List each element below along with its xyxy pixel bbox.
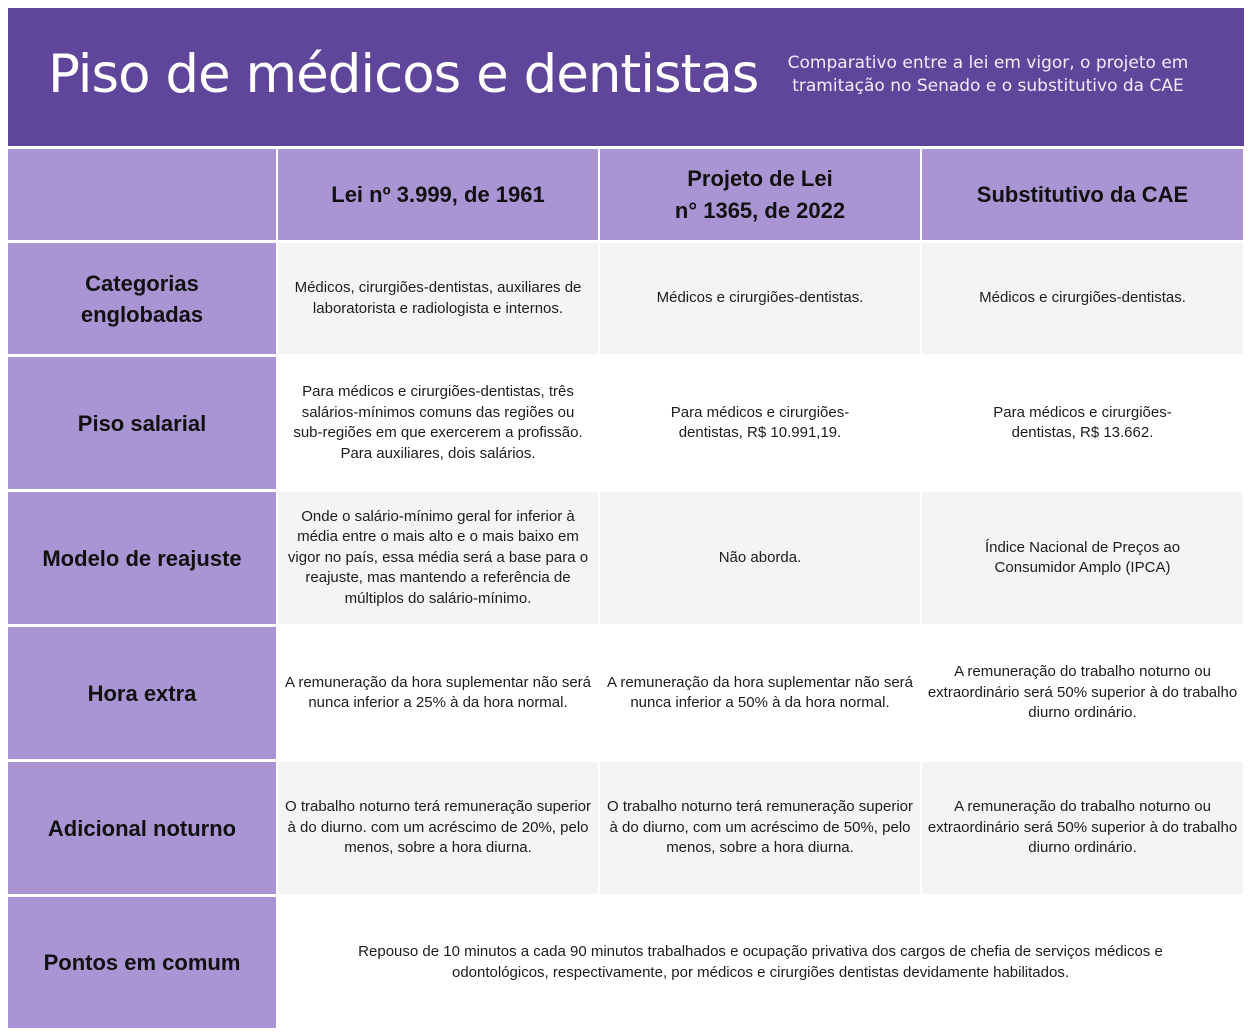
table-cell: Para médicos e cirurgiões-dentistas, R$ 10.991,19. [600,357,920,489]
column-header-empty [8,149,276,240]
table-cell: A remuneração do trabalho noturno ou extraordinário será 50% superior à do trabalho diurno ordinário. [922,762,1243,894]
row-header-pontos-em-comum: Pontos em comum [8,897,276,1028]
row-header-adicional-noturno: Adicional noturno [8,762,276,894]
row-header-piso-salarial: Piso salarial [8,357,276,489]
page-title: Piso de médicos e dentistas [48,44,759,105]
table-cell-common: Repouso de 10 minutos a cada 90 minutos trabalhados e ocupação privativa dos cargos de chefia de serviços médicos e odontológicos, respectivamente, por médicos e cirurgiões dentistas devidamente habilitados. [278,897,1243,1028]
table-cell: A remuneração do trabalho noturno ou extraordinário será 50% superior à do trabalho diurno ordinário. [922,627,1243,759]
table-cell: Médicos e cirurgiões-dentistas. [600,243,920,354]
column-header-pl-2022-line1: Projeto de Lei [687,165,833,191]
table-cell: Para médicos e cirurgiões-dentistas, R$ 13.662. [922,357,1243,489]
row-header-categorias: Categorias englobadas [8,243,276,354]
table-cell: O trabalho noturno terá remuneração superior à do diurno, com um acréscimo de 50%, pelo menos, sobre a hora diurna. [600,762,920,894]
column-header-lei-1961: Lei nº 3.999, de 1961 [278,149,598,240]
comparison-table [8,149,1243,1028]
table-cell: A remuneração da hora suplementar não será nunca inferior a 50% à da hora normal. [600,627,920,759]
table-cell: O trabalho noturno terá remuneração superior à do diurno. com um acréscimo de 20%, pelo menos, sobre a hora diurna. [278,762,598,894]
column-header-pl-2022-line2: n° 1365, de 2022 [674,197,846,223]
column-header-cae: Substitutivo da CAE [922,149,1243,240]
table-cell: Onde o salário-mínimo geral for inferior à média entre o mais alto e o mais baixo em vigor no país, essa média será a base para o reajuste, mas mantendo a referência de múltiplos do salário-mínimo. [278,492,598,624]
table-cell: A remuneração da hora suplementar não será nunca inferior a 25% à da hora normal. [278,627,598,759]
page-subtitle: Comparativo entre a lei em vigor, o projeto em tramitação no Senado e o substitutivo da CAE [787,53,1189,96]
title-banner [8,8,1244,146]
row-header-hora-extra: Hora extra [8,627,276,759]
table-cell: Médicos e cirurgiões-dentistas. [922,243,1243,354]
table-cell: Não aborda. [600,492,920,624]
table-cell: Médicos, cirurgiões-dentistas, auxiliares de laboratorista e radiologista e internos. [278,243,598,354]
table-cell: Para médicos e cirurgiões-dentistas, três salários-mínimos comuns das regiões ou sub-regiões em que exercerem a profissão. Para auxiliares, dois salários. [278,357,598,489]
table-cell: Índice Nacional de Preços ao Consumidor Amplo (IPCA) [922,492,1243,624]
row-header-modelo-reajuste: Modelo de reajuste [8,492,276,624]
column-header-pl-2022 [600,149,920,240]
